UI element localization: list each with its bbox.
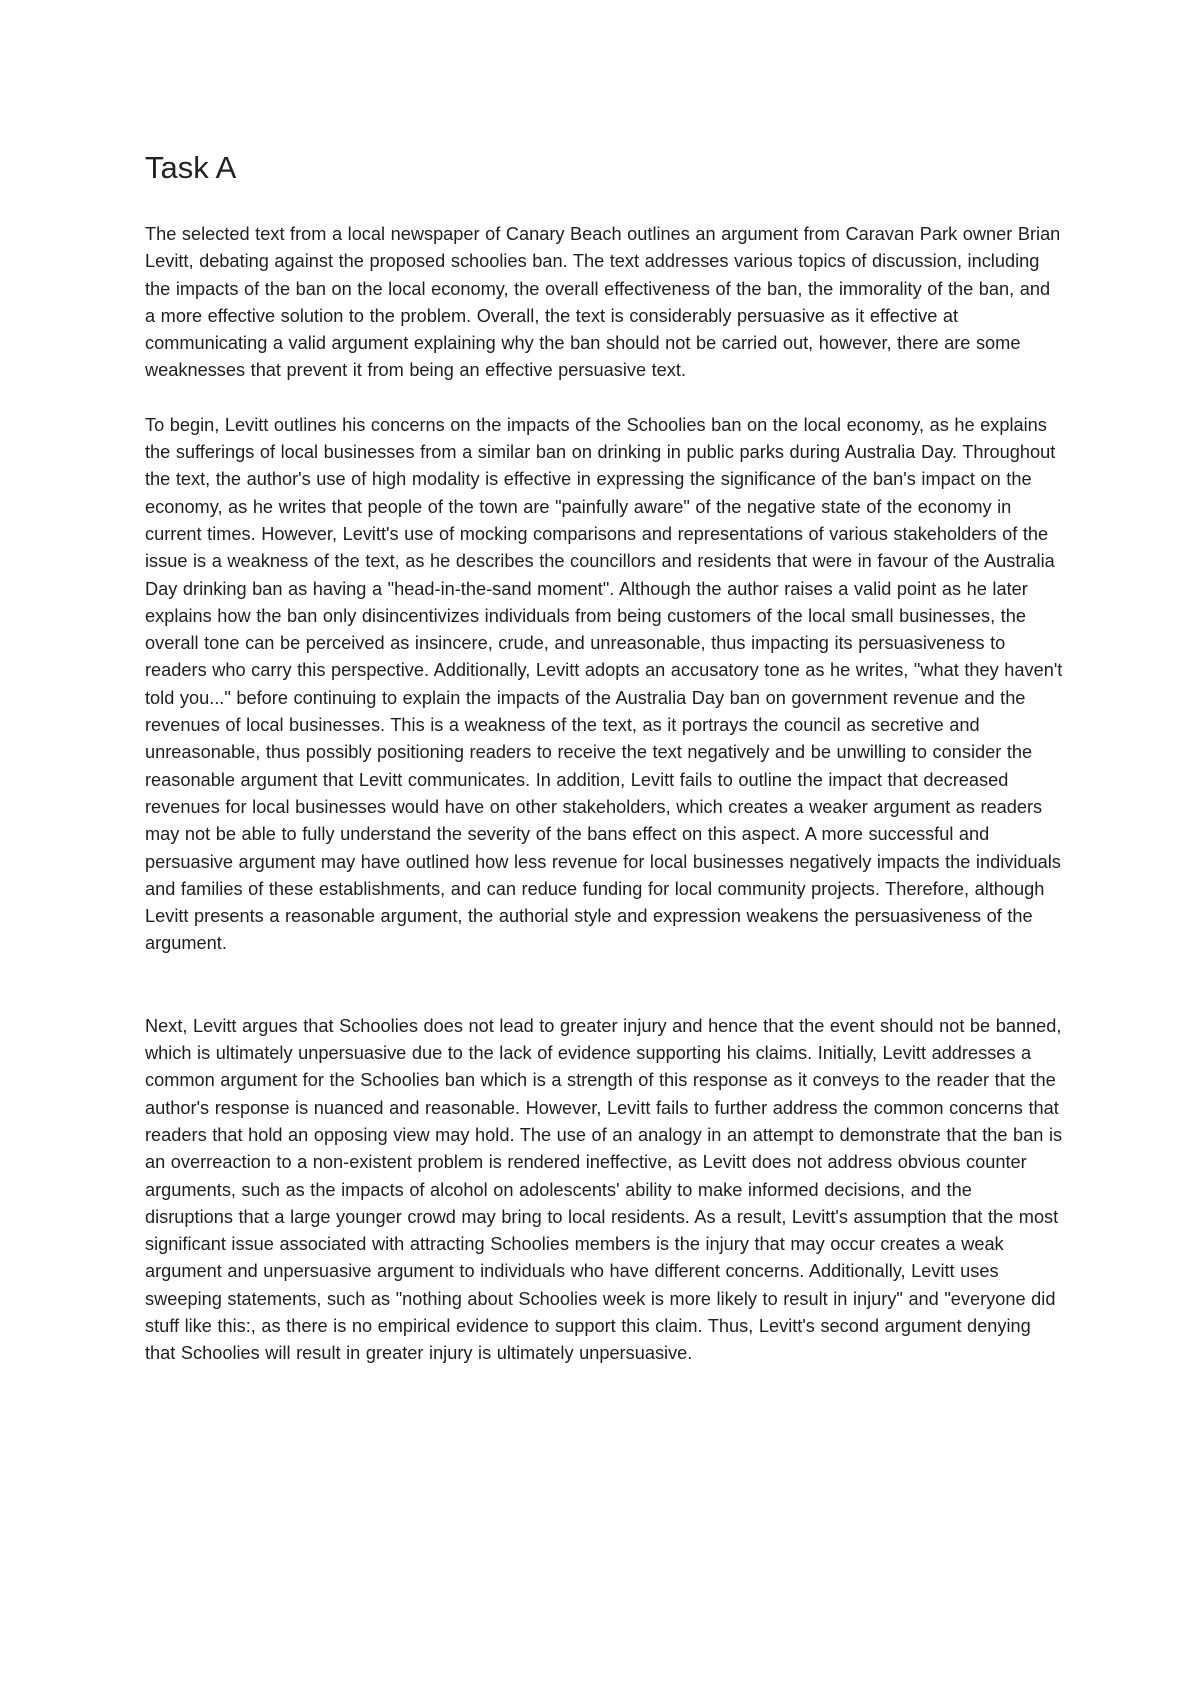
paragraph-spacer [145,958,1065,1013]
paragraph-injury-argument: Next, Levitt argues that Schoolies does not lead to greater injury and hence that the event should not be banned, which is ultimately unpersuasive due to the lack of evidence supporting his claims. Initially, Levitt addresses a common argument for the Schoolies ban which is a strength of this response as it conveys to the reader that the author's response is nuanced and reasonable. However, Levitt fails to further address the common concerns that readers that hold an opposing view may hold. The use of an analogy in an attempt to demonstrate that the ban is an overreaction to a non-existent problem is rendered ineffective, as Levitt does not address obvious counter arguments, such as the impacts of alcohol on adolescents' ability to make informed decisions, and the disruptions that a large younger crowd may bring to local residents. As a result, Levitt's assumption that the most significant issue associated with attracting Schoolies members is the injury that may occur creates a weak argument and unpersuasive argument to individuals who have different concerns. Additionally, Levitt uses sweeping statements, such as "nothing about Schoolies week is more likely to result in injury" and "everyone did stuff like this:, as there is no empirical evidence to support this claim. Thus, Levitt's second argument denying that Schoolies will result in greater injury is ultimately unpersuasive. [145,1015,1063,1364]
document-title: Task A [145,150,237,185]
paragraph-introduction: The selected text from a local newspaper of Canary Beach outlines an argument from Caravan Park owner Brian Levitt, debating against the proposed schoolies ban. The text addresses various topics of discussion, including the impacts of the ban on the local economy, the overall effectiveness of the ban, the immorality of the ban, and a more effective solution to the problem. Overall, the text is considerably persuasive as it effective at communicating a valid argument explaining why the ban should not be carried out, however, there are some weaknesses that prevent it from being an effective persuasive text. [145,224,1061,381]
paragraph-spacer [145,385,1065,412]
document-body [145,150,1065,1368]
paragraph-economy-argument: To begin, Levitt outlines his concerns on the impacts of the Schoolies ban on the local economy, as he explains the sufferings of local businesses from a similar ban on drinking in public parks during Australia Day. Throughout the text, the author's use of high modality is effective in expressing the significance of the ban's impact on the economy, as he writes that people of the town are "painfully aware" of the negative state of the economy in current times. However, Levitt's use of mocking comparisons and representations of various stakeholders of the issue is a weakness of the text, as he describes the councillors and residents that were in favour of the Australia Day drinking ban as having a "head-in-the-sand moment". Although the author raises a valid point as he later explains how the ban only disincentivizes individuals from being customers of the local small businesses, the overall tone can be perceived as insincere, crude, and unreasonable, thus impacting its persuasiveness to readers who carry this perspective. Additionally, Levitt adopts an accusatory tone as he writes, "what they haven't told you..." before continuing to explain the impacts of the Australia Day ban on government revenue and the revenues of local businesses. This is a weakness of the text, as it portrays the council as secretive and unreasonable, thus possibly positioning readers to receive the text negatively and be unwilling to consider the reasonable argument that Levitt communicates. In addition, Levitt fails to outline the impact that decreased revenues for local businesses would have on other stakeholders, which creates a weaker argument as readers may not be able to fully understand the severity of the bans effect on this aspect. A more successful and persuasive argument may have outlined how less revenue for local businesses negatively impacts the individuals and families of these establishments, and can reduce funding for local community projects. Therefore, although Levitt presents a reasonable argument, the authorial style and expression weakens the persuasiveness of the argument. [145,414,1063,954]
